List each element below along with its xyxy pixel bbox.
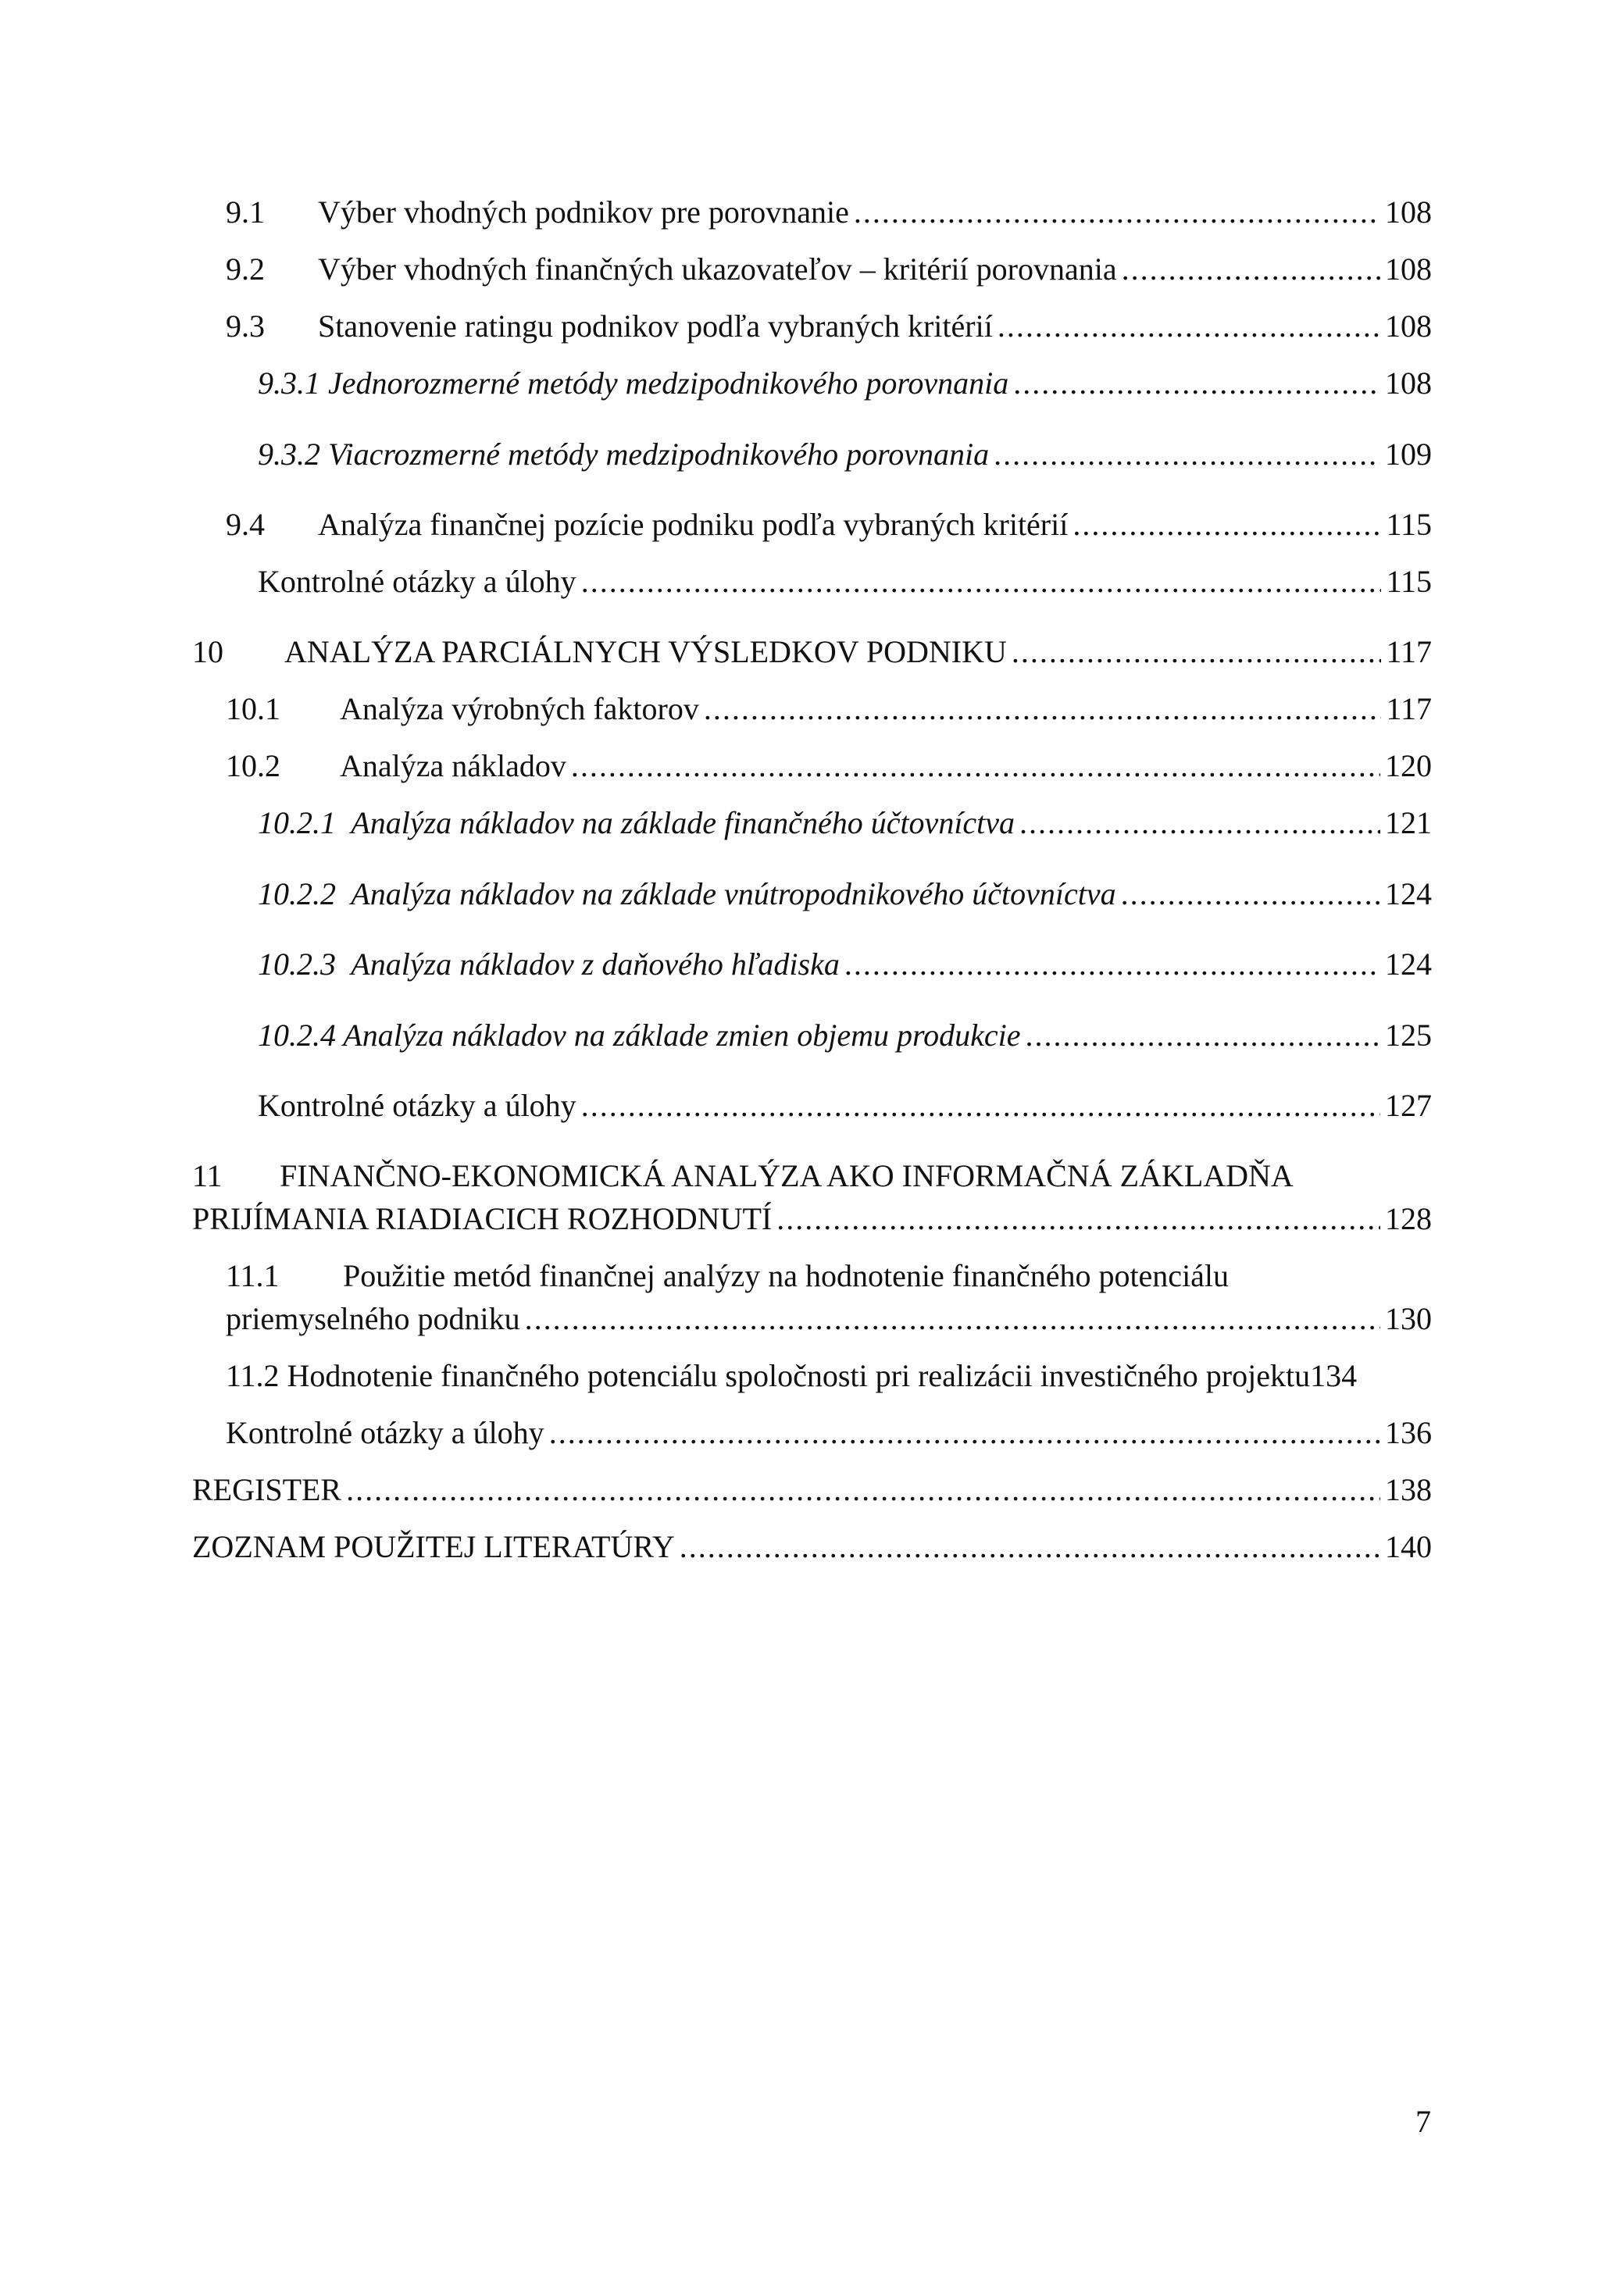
toc-number: 9.1 bbox=[226, 194, 265, 230]
toc-number: 9.3 bbox=[226, 308, 265, 344]
toc-page: 136 bbox=[1385, 1415, 1432, 1450]
toc-title-continued: PRIJÍMANIA RIADIACICH ROZHODNUTÍ bbox=[192, 1201, 773, 1236]
toc-leader bbox=[571, 747, 1380, 785]
toc-entry[interactable] bbox=[226, 308, 1432, 345]
toc-title: Použitie metód finančnej analýzy na hodnotenie finančného potenciálu bbox=[343, 1258, 1230, 1293]
toc-entry[interactable] bbox=[192, 1528, 1432, 1566]
toc-leader bbox=[1026, 1017, 1381, 1054]
toc-number: 9.3.2 bbox=[258, 437, 320, 472]
toc-entry[interactable] bbox=[258, 563, 1432, 601]
toc-page: 109 bbox=[1385, 437, 1432, 472]
toc-page: 127 bbox=[1385, 1088, 1432, 1123]
toc-entry[interactable] bbox=[226, 1300, 1432, 1338]
toc-page: 130 bbox=[1385, 1301, 1432, 1336]
toc-page: 138 bbox=[1385, 1472, 1432, 1507]
toc-entry[interactable] bbox=[226, 690, 1432, 728]
toc-number: 9.3.1 bbox=[258, 365, 320, 401]
toc-number: 11.1 bbox=[226, 1258, 280, 1293]
toc-title: ZOZNAM POUŽITEJ LITERATÚRY bbox=[192, 1529, 675, 1564]
toc-page: 128 bbox=[1385, 1201, 1432, 1236]
toc-entry-line1[interactable] bbox=[226, 1257, 1229, 1295]
toc-number: 10.2 bbox=[226, 748, 280, 783]
toc-page: 108 bbox=[1385, 251, 1432, 287]
toc-page: 124 bbox=[1385, 876, 1432, 911]
toc-title: Jednorozmerné metódy medzipodnikového porovnania bbox=[328, 365, 1009, 401]
toc-leader bbox=[844, 946, 1380, 983]
toc-number: 9.2 bbox=[226, 251, 265, 287]
toc-page: 124 bbox=[1385, 947, 1432, 982]
toc-leader bbox=[549, 1414, 1380, 1452]
toc-page: 125 bbox=[1385, 1018, 1432, 1053]
toc-entry[interactable] bbox=[258, 1017, 1432, 1054]
toc-leader bbox=[776, 1200, 1380, 1238]
toc-title: Viacrozmerné metódy medzipodnikového porovnania bbox=[328, 437, 990, 472]
toc-title: Kontrolné otázky a úlohy bbox=[258, 564, 576, 599]
toc-title: Výber vhodných finančných ukazovateľov – kritérií porovnania bbox=[318, 251, 1117, 287]
toc-title: Analýza nákladov na základe vnútropodnikového účtovníctva bbox=[351, 876, 1116, 911]
toc-page: 117 bbox=[1386, 634, 1432, 669]
toc-title: Výber vhodných podnikov pre porovnanie bbox=[318, 194, 849, 230]
toc-entry[interactable] bbox=[226, 1414, 1432, 1452]
toc-leader bbox=[581, 1087, 1380, 1125]
toc-number: 10.1 bbox=[226, 691, 280, 726]
toc-title-continued: priemyselného podniku bbox=[226, 1301, 520, 1336]
toc-title: Analýza nákladov z daňového hľadiska bbox=[351, 947, 840, 982]
toc-entry[interactable] bbox=[226, 194, 1432, 231]
toc-number: 10.2.1 bbox=[258, 805, 336, 840]
toc-entry[interactable] bbox=[258, 946, 1432, 983]
toc-entry[interactable] bbox=[192, 1200, 1432, 1238]
toc-title: ANALÝZA PARCIÁLNYCH VÝSLEDKOV PODNIKU bbox=[284, 634, 1007, 669]
toc-title: Analýza výrobných faktorov bbox=[340, 691, 699, 726]
toc-title: Stanovenie ratingu podnikov podľa vybraných kritérií bbox=[318, 308, 993, 344]
toc-entry[interactable] bbox=[226, 747, 1432, 785]
toc-leader bbox=[346, 1471, 1380, 1509]
toc-page: 120 bbox=[1385, 748, 1432, 783]
toc-title: REGISTER bbox=[192, 1472, 342, 1507]
toc-page: 108 bbox=[1385, 308, 1432, 344]
toc-entry[interactable] bbox=[226, 1357, 1432, 1395]
toc-page: 140 bbox=[1385, 1529, 1432, 1564]
toc-leader bbox=[581, 563, 1382, 601]
toc-title: Kontrolné otázky a úlohy bbox=[226, 1415, 544, 1450]
toc-entry-line1[interactable] bbox=[192, 1157, 1294, 1195]
toc-title: Analýza nákladov na základe zmien objemu produkcie bbox=[343, 1018, 1021, 1053]
toc-entry[interactable] bbox=[226, 251, 1432, 288]
toc-page: 108 bbox=[1385, 365, 1432, 401]
toc-leader bbox=[994, 436, 1380, 473]
toc-entry[interactable] bbox=[192, 633, 1432, 671]
toc-page: 115 bbox=[1386, 507, 1432, 542]
toc-page: 121 bbox=[1385, 805, 1432, 840]
toc-leader bbox=[680, 1528, 1380, 1566]
toc-number: 10.2.4 bbox=[258, 1018, 336, 1053]
toc-leader bbox=[1121, 875, 1380, 913]
toc-page: 117 bbox=[1386, 691, 1432, 726]
toc-title: Kontrolné otázky a úlohy bbox=[258, 1088, 576, 1123]
toc-entry[interactable] bbox=[226, 506, 1432, 544]
toc-title: Analýza nákladov bbox=[340, 748, 566, 783]
toc-entry[interactable] bbox=[258, 365, 1432, 402]
toc-entry[interactable] bbox=[258, 804, 1432, 842]
toc-entry[interactable] bbox=[258, 436, 1432, 473]
toc-leader bbox=[998, 308, 1380, 345]
toc-leader bbox=[1013, 365, 1380, 402]
toc-leader bbox=[1019, 804, 1380, 842]
toc-number: 9.4 bbox=[226, 507, 265, 542]
toc-title: Analýza finančnej pozície podniku podľa vybraných kritérií bbox=[318, 507, 1069, 542]
toc-entry[interactable] bbox=[258, 875, 1432, 913]
toc-leader bbox=[854, 194, 1380, 231]
toc-number: 10 bbox=[192, 634, 223, 669]
toc-title: FINANČNO-EKONOMICKÁ ANALÝZA AKO INFORMAČNÁ ZÁKLADŇA bbox=[280, 1158, 1294, 1193]
toc-leader bbox=[704, 690, 1382, 728]
toc-leader bbox=[1122, 251, 1380, 288]
toc-number: 10.2.2 bbox=[258, 876, 336, 911]
toc-entry[interactable] bbox=[258, 1087, 1432, 1125]
toc-title: 11.2 Hodnotenie finančného potenciálu spoločnosti pri realizácii investičného projektu bbox=[226, 1358, 1311, 1393]
toc-page: 115 bbox=[1386, 564, 1432, 599]
toc-page: 134 bbox=[1310, 1358, 1358, 1393]
toc-leader bbox=[525, 1300, 1380, 1338]
toc-title: Analýza nákladov na základe finančného účtovníctva bbox=[351, 805, 1015, 840]
toc-number: 11 bbox=[192, 1158, 223, 1193]
page-number: 7 bbox=[1415, 2104, 1431, 2139]
toc-entry[interactable] bbox=[192, 1471, 1432, 1509]
toc-number: 10.2.3 bbox=[258, 947, 336, 982]
toc-leader bbox=[1073, 506, 1381, 544]
toc-page: 108 bbox=[1385, 194, 1432, 230]
toc-leader bbox=[1012, 633, 1382, 671]
